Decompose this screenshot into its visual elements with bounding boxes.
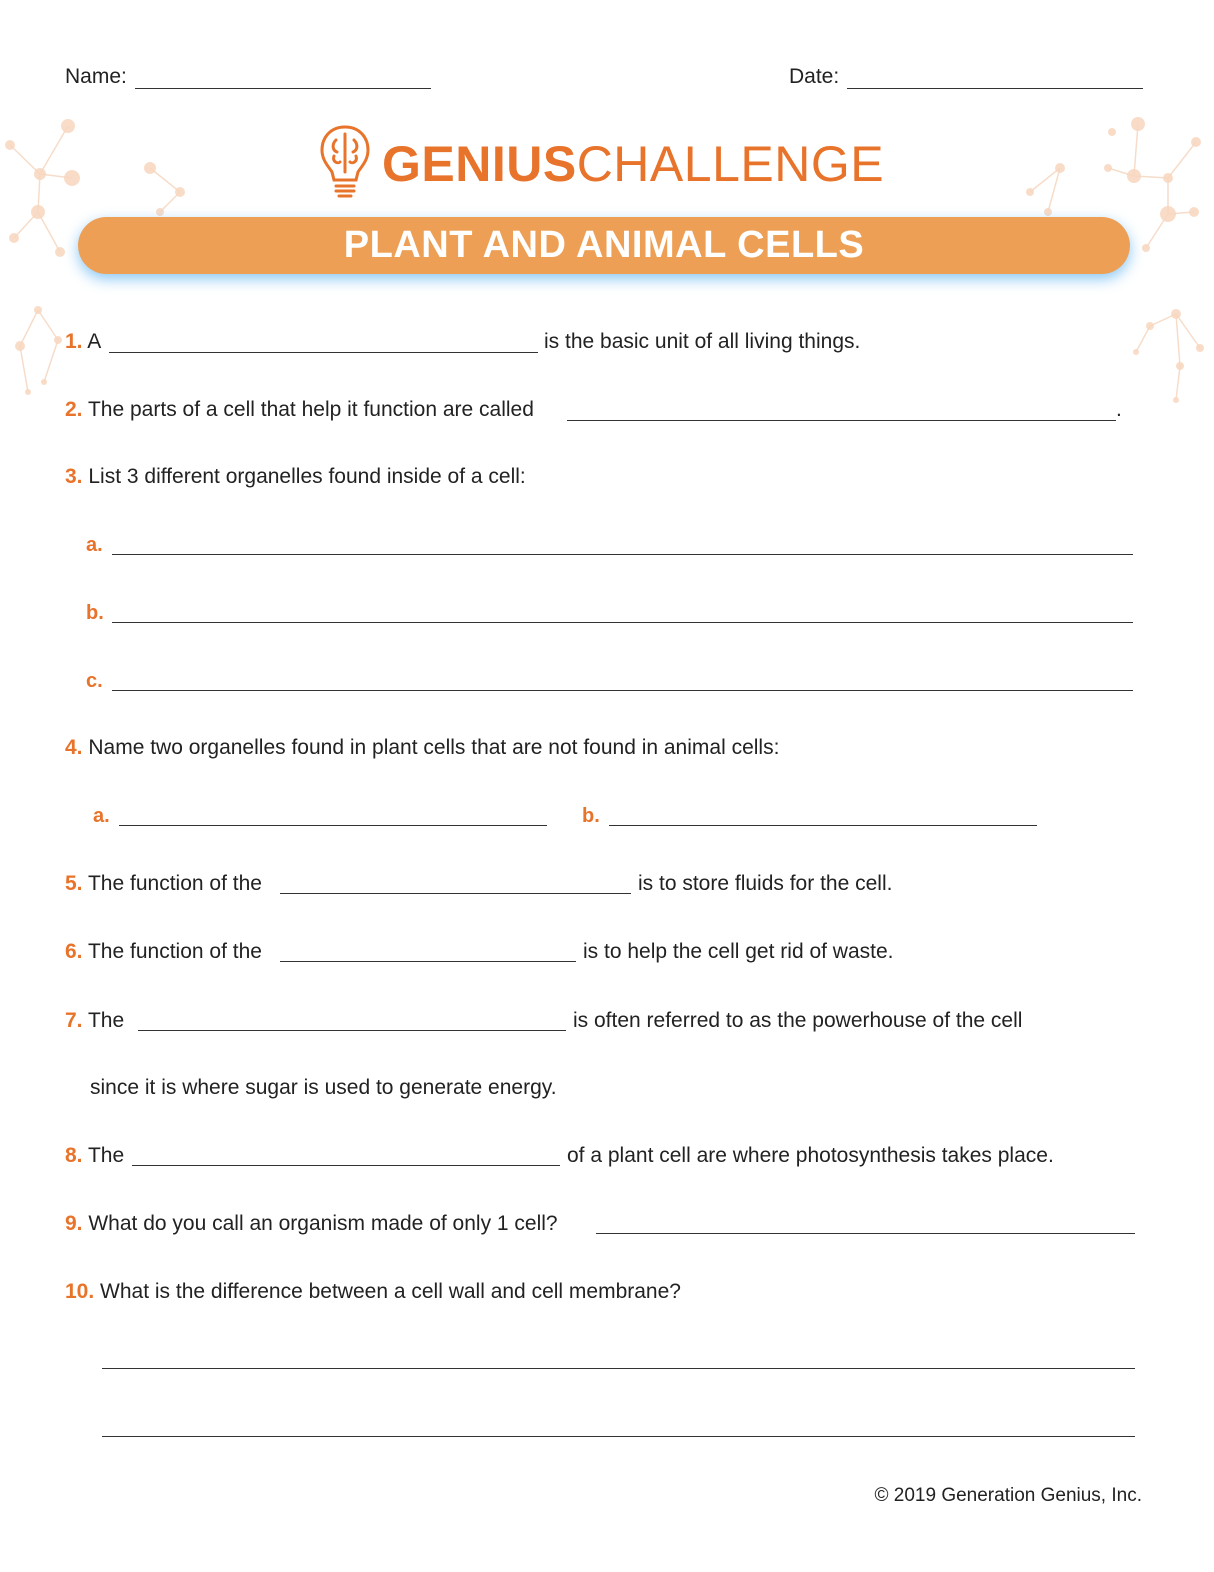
question-8-after: of a plant cell are where photosynthesis takes place.	[567, 1144, 1054, 1167]
question-6-before: The function of the	[87, 940, 262, 963]
question-8	[65, 1143, 124, 1169]
answer-1-field[interactable]	[109, 352, 538, 353]
logo-light-word: CHALLENGE	[576, 136, 885, 192]
question-1	[65, 329, 101, 355]
answer-2-field[interactable]	[567, 420, 1116, 421]
question-4-text: Name two organelles found in plant cells that are not found in animal cells:	[88, 736, 780, 759]
question-2-end: .	[1116, 398, 1122, 421]
question-5-number: 5.	[65, 872, 83, 895]
question-5-after: is to store fluids for the cell.	[638, 872, 893, 895]
page-title: PLANT AND ANIMAL CELLS	[343, 224, 865, 266]
logo-bold-word: GENIUS	[382, 136, 577, 192]
question-4	[65, 735, 779, 761]
question-7-number: 7.	[65, 1009, 83, 1032]
date-label: Date:	[789, 65, 840, 88]
question-3-c-label: c.	[86, 670, 103, 692]
question-5	[65, 871, 262, 897]
answer-8-field[interactable]	[132, 1165, 560, 1166]
question-10-number: 10.	[65, 1280, 95, 1303]
answer-3a-field[interactable]	[112, 554, 1133, 555]
question-6-number: 6.	[65, 940, 83, 963]
question-10	[65, 1279, 681, 1305]
question-3-a-label: a.	[86, 534, 103, 556]
question-3-number: 3.	[65, 465, 83, 488]
question-1-before: A	[87, 330, 102, 353]
question-3	[65, 464, 526, 490]
answer-5-field[interactable]	[280, 893, 631, 894]
copyright: © 2019 Generation Genius, Inc.	[874, 1485, 1142, 1506]
question-1-number: 1.	[65, 330, 83, 353]
question-9-text: What do you call an organism made of only 1 cell?	[88, 1212, 558, 1235]
answer-4b-field[interactable]	[609, 825, 1037, 826]
answer-7-field[interactable]	[138, 1030, 566, 1031]
question-9-number: 9.	[65, 1212, 83, 1235]
question-3-text: List 3 different organelles found inside of a cell:	[88, 465, 526, 488]
question-8-before: The	[87, 1144, 125, 1167]
question-8-number: 8.	[65, 1144, 83, 1167]
answer-9-field[interactable]	[596, 1233, 1135, 1234]
answer-10-line-2[interactable]	[102, 1436, 1135, 1437]
answer-3c-field[interactable]	[112, 690, 1133, 691]
question-2-text: The parts of a cell that help it function are called	[87, 398, 534, 421]
question-4-b-label: b.	[582, 805, 600, 827]
question-7	[65, 1008, 124, 1034]
question-4-number: 4.	[65, 736, 83, 759]
question-7-before: The	[87, 1009, 125, 1032]
question-10-text: What is the difference between a cell wall and cell membrane?	[100, 1280, 681, 1303]
answer-3b-field[interactable]	[112, 622, 1133, 623]
name-label: Name:	[65, 65, 127, 88]
question-7-line2: since it is where sugar is used to generate energy.	[90, 1076, 557, 1099]
question-7-after: is often referred to as the powerhouse of the cell	[573, 1009, 1023, 1032]
genius-challenge-logo	[382, 136, 884, 192]
title-banner	[78, 217, 1130, 274]
question-3-b-label: b.	[86, 602, 104, 624]
date-field[interactable]	[847, 88, 1143, 89]
question-5-before: The function of the	[87, 872, 262, 895]
question-1-after: is the basic unit of all living things.	[544, 330, 861, 353]
answer-4a-field[interactable]	[119, 825, 547, 826]
question-2-number: 2.	[65, 398, 83, 421]
name-field[interactable]	[135, 88, 431, 89]
question-4-a-label: a.	[93, 805, 110, 827]
answer-10-line-1[interactable]	[102, 1368, 1135, 1369]
question-6	[65, 939, 262, 965]
answer-6-field[interactable]	[280, 961, 576, 962]
question-2	[65, 397, 534, 423]
question-6-after: is to help the cell get rid of waste.	[583, 940, 894, 963]
question-9	[65, 1211, 558, 1237]
lightbulb-brain-icon	[318, 124, 372, 200]
